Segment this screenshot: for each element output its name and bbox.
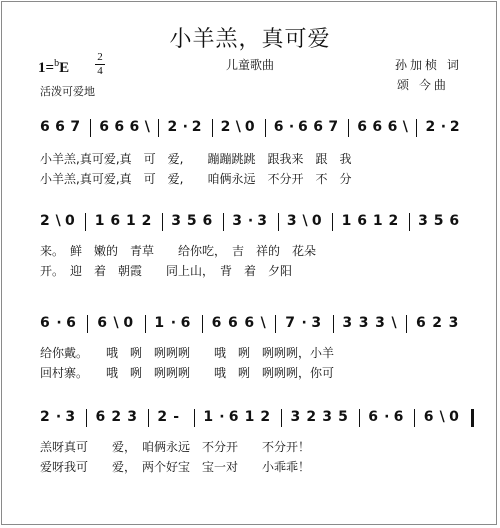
tie-mark: \ — [402, 119, 408, 135]
note: 6 — [40, 315, 50, 331]
barline — [265, 119, 266, 137]
note: 2 — [40, 409, 50, 425]
barline — [278, 213, 279, 231]
barline — [87, 315, 88, 333]
note: 3 — [322, 409, 333, 425]
barline — [85, 213, 86, 231]
barline — [158, 119, 159, 137]
dot: · — [247, 213, 254, 229]
lyric-verse-1: 给你戴。 哦 咧 咧咧咧 哦 咧 咧咧咧，小羊 — [40, 346, 335, 360]
notes-row — [40, 408, 480, 428]
key-signature — [38, 58, 69, 77]
barline — [212, 119, 213, 137]
barline — [162, 213, 163, 231]
key-prefix: 1= — [38, 60, 55, 76]
tie-mark: \ — [113, 315, 119, 331]
note: 6 — [387, 119, 398, 135]
note: 6 — [110, 213, 121, 229]
note: 0 — [244, 119, 255, 135]
note: 6 — [313, 119, 323, 135]
note: 6 — [423, 409, 434, 425]
key-note: E — [59, 60, 70, 76]
barline — [359, 409, 360, 427]
note: 6 — [372, 119, 383, 135]
dot: · — [56, 315, 62, 331]
note: 3 — [448, 315, 459, 331]
lyric-verse-1: 小羊羔,真可爱,真 可 爱, 蹦蹦跳跳 跟我来 跟 我 — [40, 152, 352, 166]
barline — [90, 119, 91, 137]
note: 3 — [358, 315, 369, 331]
note: 1 — [244, 409, 255, 425]
lyric-verse-1: 羔呀真可 爱， 咱俩永远 不分开 不分开！ — [40, 440, 311, 454]
note: 1 — [341, 213, 352, 229]
dot: · — [384, 409, 390, 425]
note: 3 — [286, 213, 297, 229]
tie-mark: \ — [391, 315, 397, 331]
note: 1 — [372, 213, 383, 229]
time-signature — [95, 52, 105, 77]
note: 3 — [418, 213, 428, 229]
note: 2 — [425, 119, 436, 135]
notes-row — [40, 212, 480, 232]
tie-mark: \ — [260, 315, 266, 331]
note: 3 — [342, 315, 353, 331]
barline — [416, 119, 417, 137]
final-barline — [471, 409, 474, 427]
note: 6 — [97, 315, 107, 331]
note: 2 — [111, 409, 122, 425]
note: 1 — [203, 409, 214, 425]
note: 0 — [311, 213, 322, 229]
lyricist: 孙加桢 词 — [395, 58, 462, 72]
note: 3 — [127, 409, 137, 425]
system-4 — [0, 408, 500, 508]
note: 3 — [290, 409, 301, 425]
note: 1 — [94, 213, 105, 229]
tie-mark: \ — [439, 409, 445, 425]
meter-bottom: 4 — [97, 65, 103, 77]
note: 1 — [154, 315, 165, 331]
barline — [333, 315, 334, 333]
dot: · — [170, 315, 177, 331]
tie-mark: \ — [302, 213, 308, 229]
note: 2 — [449, 119, 460, 135]
note: 6 — [95, 409, 106, 425]
note: 0 — [123, 315, 134, 331]
lyric-verse-2: 爱呀我可 爱， 两个好宝 宝一对 小乖乖！ — [40, 460, 311, 474]
note: 2 — [40, 213, 50, 229]
dash: - — [173, 409, 180, 425]
system-3 — [0, 314, 500, 414]
note: 0 — [449, 409, 459, 425]
meter-top: 2 — [97, 51, 103, 63]
system-1 — [0, 118, 500, 218]
note: 6 — [55, 119, 65, 135]
note: 3 — [375, 315, 385, 331]
note: 6 — [368, 409, 378, 425]
song-genre: 儿童歌曲 — [225, 58, 274, 72]
notes-row — [40, 314, 480, 334]
dot: · — [182, 119, 188, 135]
dot: · — [440, 119, 447, 135]
note: 6 — [415, 315, 426, 331]
note: 5 — [186, 213, 197, 229]
note: 5 — [338, 409, 348, 425]
barline — [223, 213, 224, 231]
note: 2 — [167, 119, 178, 135]
dot: · — [55, 409, 62, 425]
dot: · — [219, 409, 225, 425]
note: 2 — [260, 409, 271, 425]
barline — [145, 315, 146, 333]
note: 7 — [70, 119, 81, 135]
note: 6 — [202, 213, 213, 229]
note: 6 — [298, 119, 308, 135]
note: 7 — [328, 119, 339, 135]
dot: · — [288, 119, 295, 135]
barline — [406, 315, 407, 333]
note: 2 — [141, 213, 152, 229]
barline — [332, 213, 333, 231]
note: 6 — [211, 315, 222, 331]
note: 6 — [114, 119, 125, 135]
barline — [194, 409, 195, 427]
note: 6 — [180, 315, 191, 331]
note: 3 — [232, 213, 242, 229]
note: 6 — [357, 213, 367, 229]
note: 6 — [66, 315, 76, 331]
note: 3 — [311, 315, 322, 331]
note: 3 — [257, 213, 267, 229]
note: 6 — [273, 119, 284, 135]
barline — [148, 409, 149, 427]
key-flat: b — [54, 58, 60, 69]
barline — [281, 409, 282, 427]
barline — [409, 213, 410, 231]
note: 2 — [306, 409, 317, 425]
song-title: 小羊羔，真可爱 — [169, 27, 331, 52]
barline — [275, 315, 276, 333]
note: 6 — [129, 119, 140, 135]
note: 5 — [433, 213, 444, 229]
barline — [202, 315, 203, 333]
note: 6 — [244, 315, 255, 331]
dot: · — [301, 315, 307, 331]
notes-row — [40, 118, 480, 138]
tie-mark: \ — [235, 119, 241, 135]
note: 3 — [65, 409, 76, 425]
note: 6 — [357, 119, 367, 135]
note: 2 — [432, 315, 443, 331]
system-2 — [0, 212, 500, 312]
note: 6 — [227, 315, 238, 331]
note: 6 — [99, 119, 109, 135]
note: 2 — [157, 409, 168, 425]
lyric-verse-2: 回村寨。 哦 咧 咧咧咧 哦 咧 咧咧咧，你可 — [40, 366, 335, 380]
note: 7 — [285, 315, 295, 331]
lyric-verse-2: 小羊羔,真可爱,真 可 爱, 咱俩永远 不分开 不 分 — [40, 172, 352, 186]
note: 0 — [65, 213, 75, 229]
note: 2 — [220, 119, 231, 135]
barline — [414, 409, 415, 427]
note: 6 — [40, 119, 50, 135]
barline — [86, 409, 87, 427]
tempo-marking: 活泼可爱地 — [40, 85, 95, 98]
note: 2 — [388, 213, 399, 229]
note: 1 — [125, 213, 136, 229]
note: 6 — [393, 409, 404, 425]
note: 2 — [191, 119, 202, 135]
barline — [348, 119, 349, 137]
lyric-verse-1: 来。 鲜 嫩的 青草 给你吃， 吉 祥的 花朵 — [40, 244, 317, 258]
tie-mark: \ — [55, 213, 61, 229]
note: 6 — [449, 213, 460, 229]
tie-mark: \ — [144, 119, 150, 135]
lyric-verse-2: 开。 迎 着 朝霞 同上山， 背 着 夕阳 — [40, 264, 293, 278]
note: 6 — [228, 409, 239, 425]
note: 3 — [171, 213, 181, 229]
composer: 颂 今曲 — [397, 78, 449, 92]
